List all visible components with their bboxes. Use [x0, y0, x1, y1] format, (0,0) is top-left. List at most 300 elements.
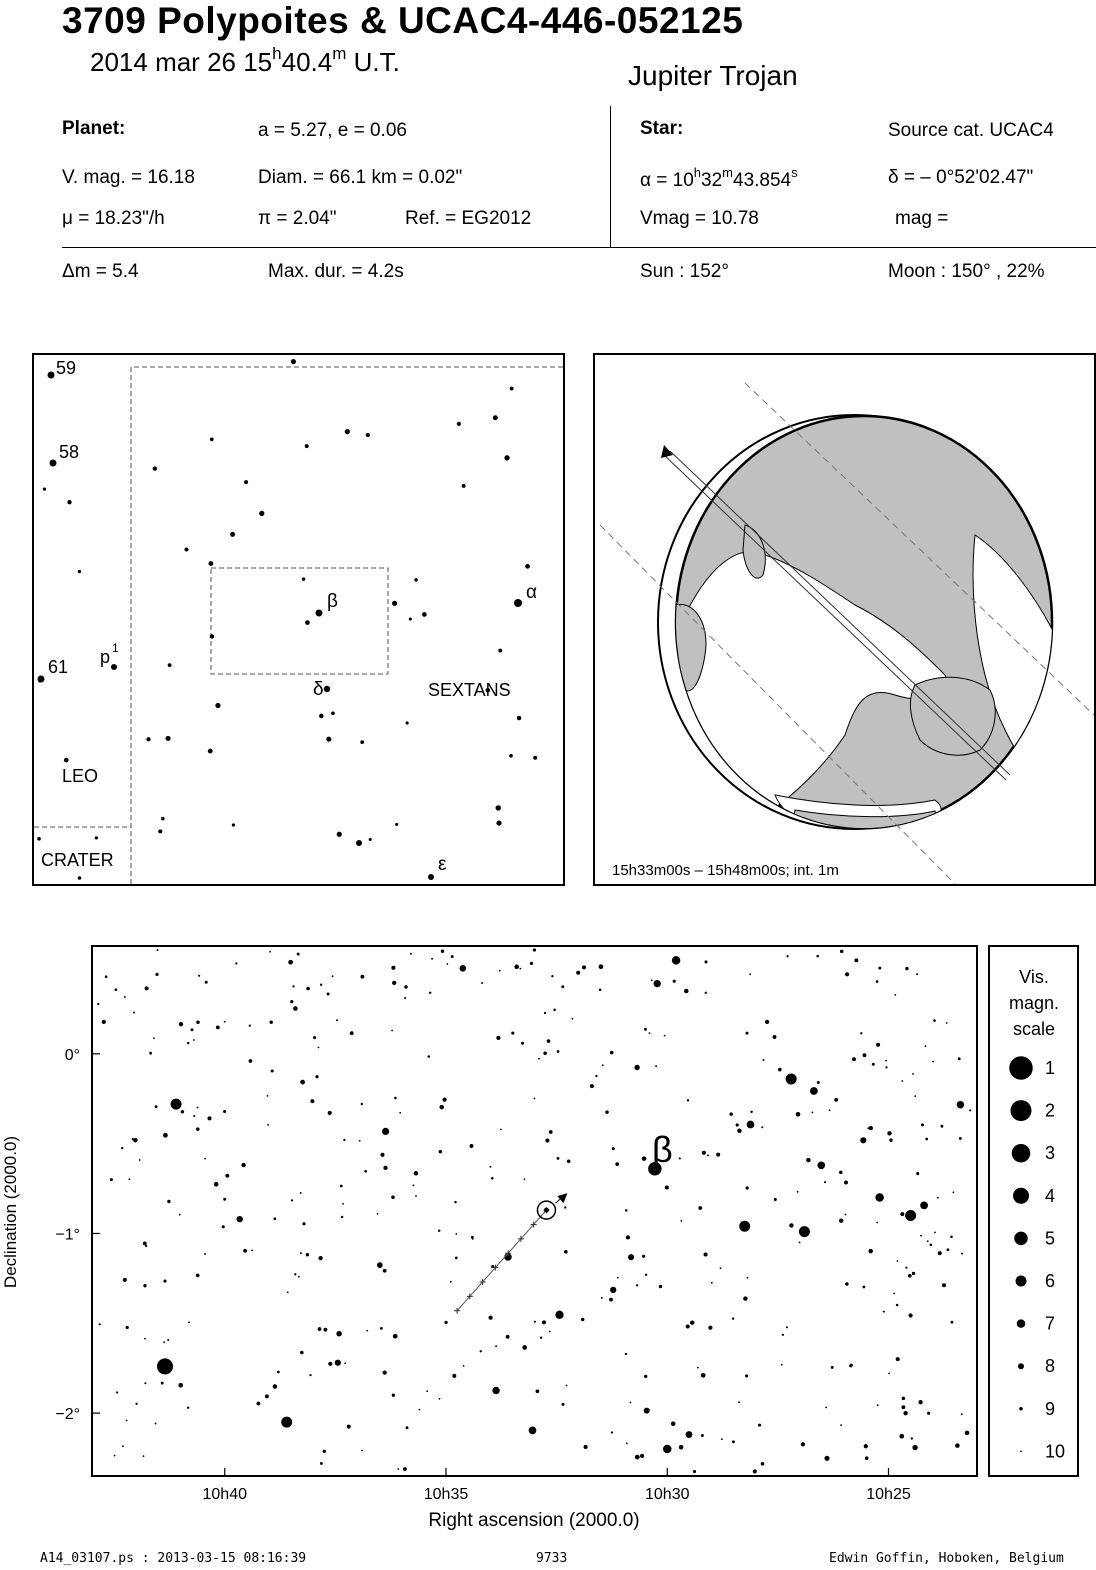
finder-bright-star: [111, 664, 117, 670]
field-star: [953, 1191, 955, 1193]
finder-star: [392, 601, 397, 606]
field-star: [644, 1028, 647, 1031]
chart-star: [157, 1358, 173, 1374]
field-star: [455, 1233, 457, 1235]
field-star: [350, 1031, 354, 1035]
field-star: [549, 1331, 551, 1333]
field-star: [204, 1253, 206, 1255]
field-star: [544, 1012, 546, 1014]
legend-magnitude-label: 1: [1045, 1058, 1056, 1078]
field-star: [343, 1139, 345, 1141]
field-star: [251, 1250, 253, 1252]
field-star: [765, 1020, 769, 1024]
field-star: [845, 1214, 847, 1216]
field-star: [533, 948, 536, 951]
field-star: [930, 1244, 933, 1247]
field-star: [520, 968, 522, 970]
field-star: [450, 1281, 452, 1283]
field-star: [256, 1402, 260, 1406]
field-star: [761, 1462, 765, 1466]
field-star: [197, 1107, 199, 1109]
legend-magnitude-dot: [1017, 1319, 1026, 1328]
finder-star: [517, 716, 522, 721]
field-star: [156, 949, 158, 951]
field-star: [854, 958, 858, 962]
field-star: [361, 975, 365, 979]
field-star: [452, 1374, 456, 1378]
field-star: [630, 1402, 632, 1404]
field-star: [163, 1341, 165, 1343]
field-star: [102, 1020, 106, 1024]
table-divider-vertical: [610, 106, 611, 248]
finder-star: [291, 359, 296, 364]
field-star: [786, 955, 788, 957]
field-star: [721, 1438, 723, 1440]
field-star: [566, 1385, 568, 1387]
field-star: [179, 1214, 181, 1216]
field-star: [410, 953, 412, 955]
legend-magnitude-dot: [1018, 1363, 1024, 1369]
field-star: [178, 1383, 183, 1388]
field-star: [377, 1262, 383, 1268]
field-star: [403, 1467, 407, 1471]
field-star: [318, 1256, 322, 1260]
star-label-58: 58: [59, 442, 80, 462]
finder-star: [510, 387, 514, 391]
field-star: [745, 1374, 748, 1377]
field-star: [840, 1424, 842, 1426]
field-star: [144, 1382, 146, 1384]
field-star: [774, 1198, 777, 1201]
field-star: [293, 1006, 298, 1011]
field-star: [925, 1045, 927, 1047]
field-star: [455, 1257, 458, 1260]
constellation-label-leo: LEO: [62, 766, 99, 786]
finder-star: [78, 876, 82, 880]
field-star: [912, 1073, 914, 1075]
field-star: [716, 1153, 720, 1157]
field-star: [196, 1021, 200, 1025]
finder-star: [496, 821, 501, 826]
legend-magnitude-label: 4: [1045, 1185, 1056, 1206]
field-star: [686, 1325, 690, 1329]
field-star: [161, 1382, 164, 1385]
detail-star-chart: [0, 930, 1096, 1570]
object-type: Jupiter Trojan: [628, 60, 798, 91]
finder-star: [166, 736, 171, 741]
field-star: [912, 1445, 917, 1450]
legend-magnitude-label: 7: [1045, 1313, 1056, 1334]
field-star: [419, 1409, 421, 1411]
legend-magnitude-label: 10: [1045, 1441, 1066, 1462]
field-star: [938, 1251, 942, 1255]
field-star: [536, 1389, 540, 1393]
field-star: [610, 1051, 614, 1055]
field-star: [693, 1470, 696, 1473]
field-star: [965, 1431, 970, 1436]
field-star: [789, 1223, 793, 1227]
field-star: [341, 1216, 343, 1218]
field-star: [590, 1084, 594, 1088]
beta-label: β: [652, 1129, 673, 1170]
field-star: [852, 1057, 856, 1061]
field-star: [290, 1000, 293, 1003]
field-star: [235, 962, 237, 964]
star-right-ascension: $\alpha = 10^h32^m43.854^s$: [640, 165, 798, 191]
field-star: [625, 1353, 627, 1355]
field-star: [196, 1127, 200, 1131]
field-star: [697, 1367, 699, 1369]
finder-star: [414, 578, 417, 581]
field-star: [601, 1297, 603, 1299]
finder-star: [493, 415, 498, 420]
finder-bright-star: [316, 610, 323, 617]
field-star: [581, 1318, 584, 1321]
field-star: [414, 1171, 419, 1176]
finder-star: [533, 756, 537, 760]
field-star: [635, 1455, 640, 1460]
field-star: [626, 1235, 630, 1239]
field-star: [105, 975, 108, 978]
field-star: [894, 994, 896, 996]
finder-star: [168, 663, 172, 667]
finder-star: [462, 484, 466, 488]
star-mag: mag =: [895, 208, 949, 229]
field-star: [902, 1397, 905, 1400]
field-star: [454, 1201, 456, 1203]
legend-magnitude-label: 6: [1045, 1271, 1056, 1291]
field-star: [521, 1042, 524, 1045]
field-star: [298, 1276, 300, 1278]
finder-star: [244, 480, 248, 484]
field-star: [876, 980, 879, 983]
field-star: [958, 1057, 961, 1060]
field-star: [439, 1398, 441, 1400]
field-star: [114, 1455, 116, 1457]
field-star: [817, 1161, 825, 1169]
field-star: [223, 1198, 226, 1201]
field-star: [429, 992, 431, 994]
finder-bright-star: [324, 686, 330, 692]
field-star: [877, 1404, 879, 1406]
field-star: [885, 1060, 887, 1062]
field-star: [547, 1039, 551, 1043]
field-star: [377, 1213, 379, 1215]
field-star: [902, 1405, 906, 1409]
field-star: [799, 1241, 801, 1243]
legend-magnitude-label: 8: [1045, 1356, 1056, 1377]
finder-bright-star: [48, 372, 55, 379]
chart-star: [786, 1073, 797, 1084]
field-star: [328, 1362, 332, 1366]
field-star: [204, 1158, 206, 1160]
field-star: [122, 1445, 124, 1447]
field-star: [441, 950, 444, 953]
field-star: [947, 1248, 950, 1251]
field-star: [831, 1366, 834, 1369]
field-star: [340, 1185, 343, 1188]
legend-magnitude-dot: [1009, 1056, 1033, 1080]
field-star: [495, 1345, 497, 1347]
field-star: [249, 1059, 253, 1063]
finder-star: [208, 749, 213, 754]
field-star: [332, 975, 334, 977]
field-star: [327, 992, 330, 995]
field-star: [649, 1032, 651, 1034]
field-star: [413, 1185, 415, 1187]
field-star: [595, 1075, 597, 1077]
field-star: [729, 1112, 733, 1116]
legend-magnitude-dot: [1019, 1407, 1023, 1411]
finder-star: [366, 433, 370, 437]
x-tick-label: 10h25: [866, 1486, 911, 1503]
star-label-delta: δ: [313, 679, 324, 700]
field-star: [655, 1065, 657, 1067]
field-star: [506, 1335, 510, 1339]
field-star: [491, 1177, 494, 1180]
field-star: [850, 1364, 853, 1367]
field-star: [955, 1443, 960, 1448]
footer-author: Edwin Goffin, Hoboken, Belgium: [829, 1551, 1064, 1566]
field-star: [489, 1166, 491, 1168]
field-star: [153, 1037, 155, 1039]
finder-star: [43, 488, 46, 491]
field-star: [654, 980, 661, 987]
field-star: [747, 1277, 749, 1279]
field-star: [489, 1316, 493, 1320]
field-star: [97, 1003, 99, 1005]
legend-magnitude-dot: [1014, 1232, 1028, 1246]
field-star: [762, 1059, 764, 1061]
chart-star: [739, 1221, 750, 1232]
field-star: [292, 985, 294, 987]
field-star: [642, 1255, 645, 1258]
field-star: [143, 1284, 146, 1287]
field-star: [392, 1394, 395, 1397]
field-star: [925, 1138, 928, 1141]
field-star: [888, 1373, 890, 1375]
field-star: [602, 1064, 604, 1066]
field-star: [732, 1317, 734, 1319]
y-axis-label: Declination (2000.0): [1, 1135, 20, 1289]
constellation-label-sextans: SEXTANS: [428, 680, 511, 700]
planet-reference: Ref. = EG2012: [405, 208, 532, 229]
finder-star: [208, 561, 213, 566]
planet-diameter: Diam. = 66.1 km = 0.02": [258, 167, 463, 188]
field-star: [664, 1035, 666, 1037]
field-star: [564, 1250, 568, 1254]
field-star: [320, 984, 322, 986]
field-star: [900, 1212, 904, 1216]
field-star: [746, 1032, 749, 1035]
field-star: [163, 1280, 166, 1283]
field-star: [404, 985, 407, 988]
field-star: [946, 1022, 948, 1024]
table-divider-horizontal: [62, 247, 1096, 248]
field-star: [912, 1272, 915, 1275]
finder-star: [232, 823, 235, 826]
field-star: [704, 1252, 708, 1256]
field-star: [205, 981, 208, 984]
field-star: [190, 1028, 193, 1031]
field-star: [555, 1311, 563, 1319]
field-star: [287, 1291, 289, 1293]
field-star: [124, 996, 126, 998]
field-star: [893, 1293, 895, 1295]
field-star: [300, 1252, 302, 1254]
field-star: [684, 989, 689, 994]
field-star: [499, 970, 501, 972]
field-star: [810, 1087, 818, 1095]
detail-field-box: [211, 568, 388, 674]
finder-star: [210, 437, 214, 441]
field-star: [901, 1080, 903, 1082]
field-star: [679, 1445, 684, 1450]
field-star: [887, 1131, 891, 1135]
field-star: [916, 1172, 919, 1175]
y-tick-label: 0°: [64, 1046, 80, 1064]
field-star: [393, 1334, 398, 1339]
field-star: [237, 1216, 243, 1222]
x-tick-label: 10h35: [423, 1486, 469, 1503]
planet-orbit: a = 5.27, e = 0.06: [258, 120, 407, 141]
star-label-59: 59: [56, 358, 77, 378]
field-star: [778, 1068, 782, 1072]
field-star: [878, 967, 881, 970]
field-star: [758, 1424, 761, 1427]
field-star: [359, 1140, 361, 1142]
finder-star: [331, 711, 335, 715]
field-star: [320, 1462, 323, 1465]
field-star: [576, 971, 580, 975]
field-star: [522, 1345, 527, 1350]
field-star: [480, 1350, 482, 1352]
field-star: [746, 1186, 749, 1189]
field-star: [380, 1327, 383, 1330]
field-star: [584, 1445, 588, 1449]
field-star: [615, 1162, 619, 1166]
field-star: [920, 1235, 922, 1237]
field-star: [957, 1101, 964, 1108]
field-star: [187, 1407, 189, 1409]
field-star: [99, 1323, 101, 1325]
sun-elongation: Sun : 152°: [640, 261, 729, 282]
field-star: [918, 1400, 922, 1404]
field-star: [364, 1170, 367, 1173]
constellation-label-crater: CRATER: [41, 850, 114, 870]
finder-bright-star: [356, 840, 362, 846]
land-australia: [910, 677, 995, 755]
field-star: [840, 950, 844, 954]
field-star: [599, 989, 602, 992]
finder-star: [319, 714, 324, 719]
field-star: [545, 1138, 549, 1142]
field-star: [761, 1126, 763, 1128]
star-label-p1-sup: 1: [112, 641, 119, 655]
field-star: [530, 962, 533, 965]
planet-motion: μ = 18.23"/h: [62, 208, 165, 229]
field-star: [323, 1328, 327, 1332]
legend-magnitude-dot: [1020, 1451, 1022, 1453]
field-star: [896, 1357, 900, 1361]
field-star: [636, 1284, 638, 1286]
legend-magnitude-label: 5: [1045, 1228, 1056, 1249]
field-star: [126, 1326, 129, 1329]
field-star: [865, 1456, 869, 1460]
field-star: [671, 1422, 676, 1427]
star-label-epsilon: ε: [438, 854, 447, 875]
field-star: [786, 1326, 788, 1328]
field-star: [747, 1121, 755, 1129]
star-declination: δ = – 0°52'02.47": [888, 167, 1034, 188]
field-star: [306, 1253, 309, 1256]
field-star: [529, 1427, 537, 1435]
field-star: [426, 1390, 428, 1392]
finder-bright-star: [428, 874, 434, 880]
field-star: [224, 1021, 226, 1023]
field-star: [446, 963, 448, 965]
field-star: [110, 1178, 113, 1181]
finder-star: [78, 570, 81, 573]
star-label-alpha: α: [526, 582, 537, 603]
field-star: [782, 1334, 784, 1336]
field-star: [115, 988, 118, 991]
field-star: [271, 1069, 274, 1072]
field-star: [382, 1128, 389, 1135]
field-star: [916, 973, 918, 975]
chart-star: [875, 1193, 884, 1202]
x-tick-label: 10h30: [645, 1486, 690, 1503]
field-star: [932, 1061, 934, 1063]
field-star: [673, 980, 676, 983]
finder-star: [509, 754, 513, 758]
field-star: [116, 1391, 118, 1393]
field-star: [634, 1065, 639, 1070]
field-star: [193, 1039, 195, 1041]
field-star: [361, 1450, 363, 1452]
field-star: [911, 1437, 913, 1439]
field-star: [736, 1123, 739, 1126]
field-star: [214, 1182, 219, 1187]
field-star: [313, 1036, 316, 1039]
field-star: [472, 1238, 474, 1240]
field-star: [909, 1313, 913, 1317]
finder-star: [337, 832, 342, 837]
field-star: [553, 1009, 556, 1012]
field-star: [181, 1110, 184, 1113]
field-star: [582, 965, 586, 969]
finder-bright-star: [50, 460, 57, 467]
legend-title: Vis.: [1019, 967, 1049, 987]
y-tick-label: −2°: [55, 1406, 80, 1424]
event-datetime: 2014 mar 26 15$^h$40.4$^m$ U.T.: [90, 44, 400, 77]
field-star: [291, 1199, 293, 1201]
field-star: [644, 1375, 647, 1378]
finder-star: [158, 829, 162, 833]
field-star: [336, 1019, 338, 1021]
field-star: [896, 1304, 899, 1307]
field-star: [781, 1364, 783, 1366]
field-star: [225, 1174, 229, 1178]
finder-star: [369, 838, 372, 841]
star-source-catalog: Source cat. UCAC4: [888, 120, 1054, 141]
finder-star: [305, 444, 309, 448]
field-star: [899, 1434, 904, 1439]
field-star: [617, 1277, 619, 1279]
field-star: [645, 1274, 647, 1276]
field-star: [399, 1112, 401, 1114]
finder-star: [360, 740, 364, 744]
